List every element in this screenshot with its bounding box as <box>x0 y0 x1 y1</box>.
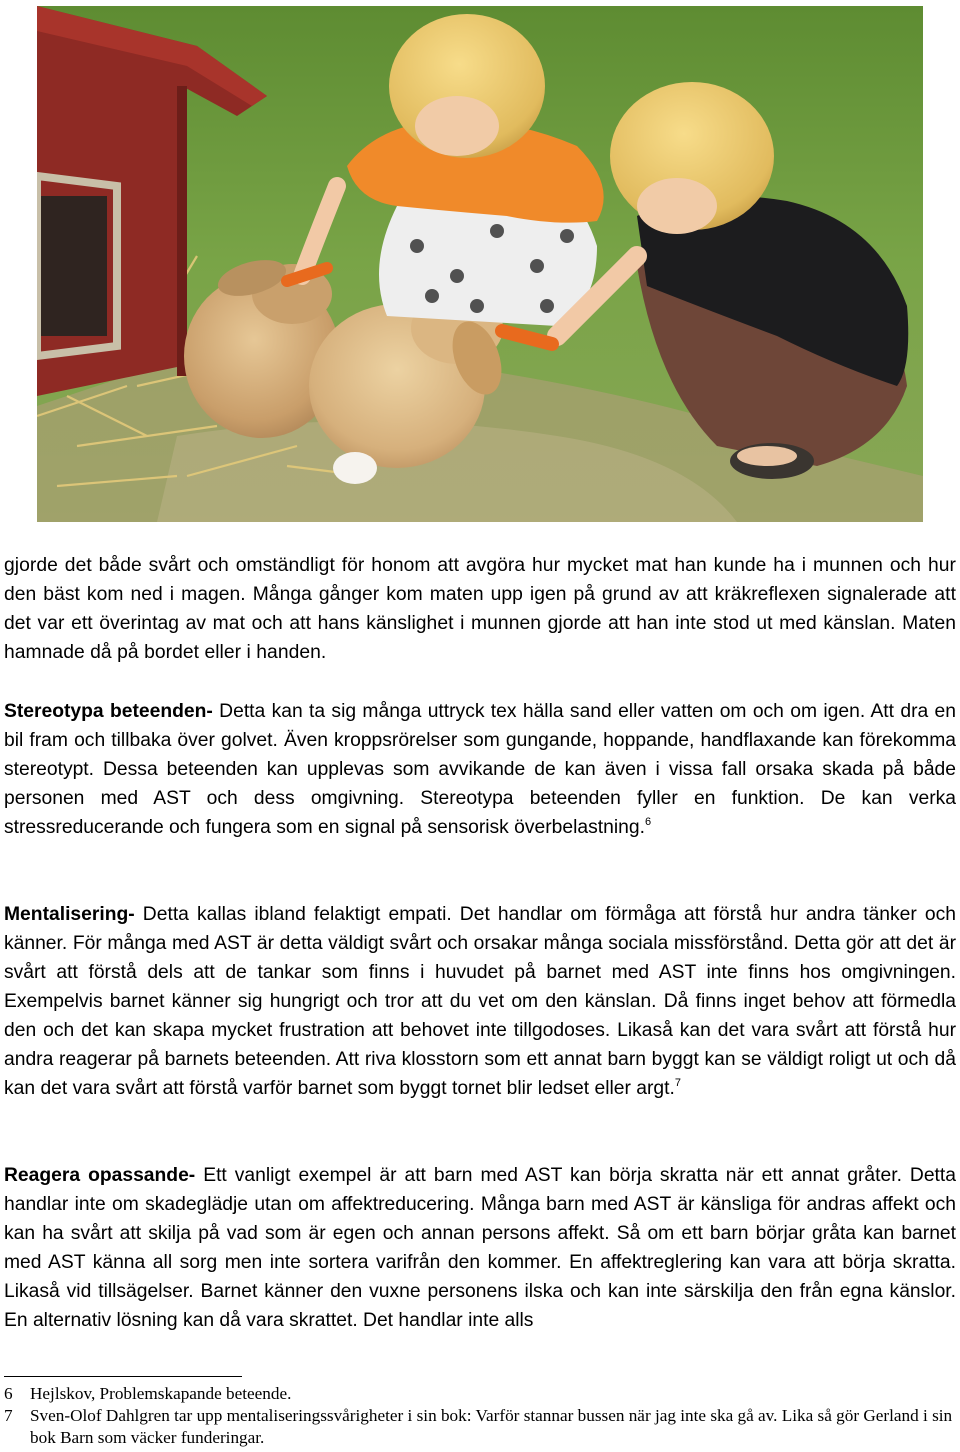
paragraph-stereotypa <box>4 697 956 842</box>
footnote-separator <box>4 1376 242 1377</box>
footnote-item <box>4 1405 958 1449</box>
footnote-ref-6[interactable]: 6 <box>644 816 652 828</box>
footnotes <box>4 1383 958 1449</box>
footnote-ref-7[interactable]: 7 <box>674 1077 681 1089</box>
footnote-text: Hejlskov, Problemskapande beteende. <box>30 1384 292 1403</box>
photo-children-feeding-rabbits <box>37 6 923 522</box>
photo-illustration <box>37 6 923 522</box>
paragraph-intro <box>4 551 956 667</box>
term-mentalisering: Mentalisering- <box>4 904 135 925</box>
paragraph-intro-text: gjorde det både svårt och omständligt för honom att avgöra hur mycket mat han kunde ha i munnen och hur den bäst kom ned i magen. Många gånger kom maten upp igen på grund av att kräkreflexen signalerade att det var ett överintag av mat och att hans känslighet i munnen gjorde att han inte stod ut med känslan. Maten hamnade då på bordet eller i handen. <box>4 555 956 663</box>
paragraph-mentalisering-text: Detta kallas ibland felaktigt empati. Det handlar om förmåga att förstå hur andra tänker och känner. För många med AST är detta väldigt svårt och orsakar många sociala missförstånd. Detta gör att det är svårt att förstå dels att de tankar som finns i huvudet på barnet med AST inte finns hos omgivningen. Exempelvis barnet känner sig hungrigt och tror att du vet om den känslan. Då finns inget behov att förmedla den och det kan skapa mycket frustration att behovet inte tillgodoses. Likaså kan det vara svårt att förstå hur andra reagerar på barnets beteenden. Att riva klosstorn som ett annat barn byggt kan se väldigt roligt ut och då kan det vara svårt att förstå varför barnet som byggt tornet blir ledset eller argt. <box>4 904 956 1099</box>
footnote-number: 7 <box>4 1406 13 1425</box>
paragraph-stereotypa-text: Detta kan ta sig många uttryck tex hälla sand eller vatten om och om igen. Att dra en bil fram och tillbaka över golvet. Även kroppsrörelser som gungande, hoppande, handflaxande kan förekomma stereotypt. Dessa beteenden kan upplevas som avvikande de kan även i vissa fall orsaka skada på både personen med AST och dess omgivning. Stereotypa beteenden fyller en funktion. De kan verka stressreducerande och fungera som en signal på sensorisk överbelastning. <box>4 701 956 838</box>
paragraph-reagera-text: Ett vanligt exempel är att barn med AST kan börja skratta när ett annat gråter. Detta handlar inte om skadeglädje utan om affektreducering. Många barn med AST är känsliga för andras affekt och kan ha svårt att skilja på vad som är egen och annan persons affekt. Så om ett barn börjar gråta kan barnet med AST känna all sorg men inte sortera varifrån den kommer. En affektreglering kan vara att börja skratta. Likaså vid tillsägelser. Barnet känner den vuxne personens ilska och kan inte särskilja den från egna känslor. En alternativ lösning kan då vara skrattet. Det handlar inte alls <box>4 1165 956 1331</box>
term-reagera: Reagera opassande- <box>4 1165 196 1186</box>
term-stereotypa: Stereotypa beteenden- <box>4 701 213 722</box>
paragraph-mentalisering <box>4 900 956 1103</box>
footnote-item <box>4 1383 958 1405</box>
paragraph-reagera <box>4 1161 956 1335</box>
footnote-text: Sven-Olof Dahlgren tar upp mentaliseringssvårigheter i sin bok: Varför stannar bussen när jag inte ska gå av. Lika så gör Gerland i sin bok Barn som väcker funderingar. <box>30 1406 953 1447</box>
footnote-number: 6 <box>4 1384 13 1403</box>
